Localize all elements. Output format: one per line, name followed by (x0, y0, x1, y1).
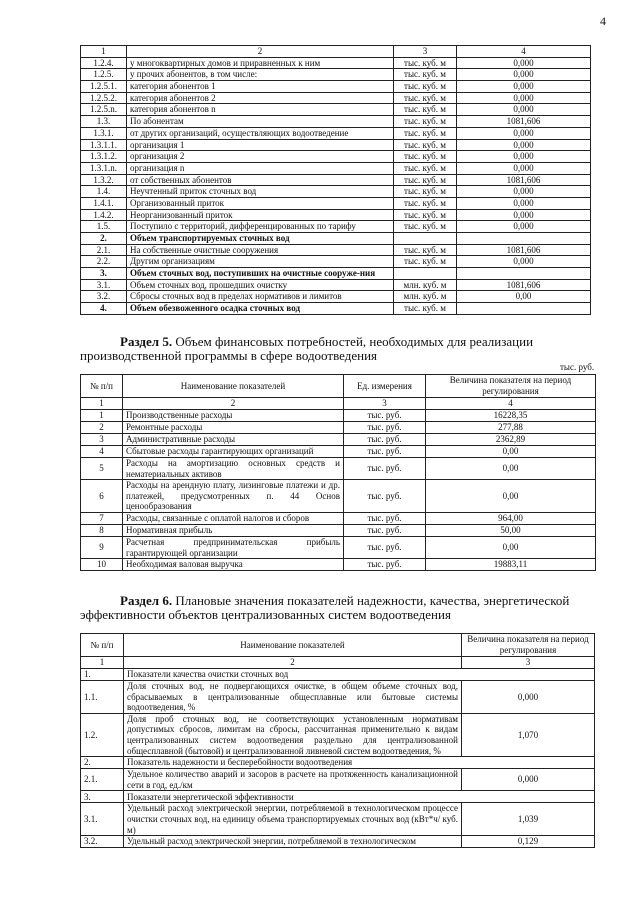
row-value: 16228,35 (426, 410, 596, 422)
group-row (81, 669, 595, 681)
row-number: 9 (81, 536, 123, 558)
row-unit (394, 233, 457, 245)
unit-note: тыс. руб. (560, 362, 595, 372)
header-num: № п/п (81, 634, 124, 657)
row-number: 7 (81, 512, 123, 524)
table-row (81, 197, 591, 209)
table-row (81, 803, 595, 836)
table-row (81, 480, 596, 513)
row-value: 1,070 (462, 713, 595, 756)
group-name: Показатели качества очистки сточных вод (124, 669, 595, 681)
row-unit: тыс. куб. м (394, 69, 457, 81)
header-value: Величина показателя на период регулирования (462, 634, 595, 657)
row-value: 1081,606 (457, 174, 591, 186)
row-number: 3.2. (81, 836, 124, 848)
row-unit: тыс. руб. (344, 446, 426, 458)
row-value: 0,000 (457, 104, 591, 116)
column-number: 3 (394, 46, 457, 58)
row-unit: тыс. куб. м (394, 162, 457, 174)
row-name: у прочих абонентов, в том числе: (127, 69, 394, 81)
row-name: организация 1 (127, 139, 394, 151)
row-name: Другим организациям (127, 256, 394, 268)
row-unit: тыс. руб. (344, 512, 426, 524)
row-value (457, 268, 591, 280)
row-value: 0,000 (457, 197, 591, 209)
header-num: № п/п (81, 375, 123, 398)
table-row (81, 116, 591, 128)
row-name: Расходы, связанные с оплатой налогов и сборов (123, 512, 344, 524)
row-value: 0,00 (426, 480, 596, 513)
row-number: 6 (81, 480, 123, 513)
row-name: Административные расходы (123, 434, 344, 446)
row-name: категория абонентов 1 (127, 81, 394, 93)
row-value: 277,88 (426, 422, 596, 434)
table-row (81, 92, 591, 104)
row-value: 0,000 (462, 769, 595, 791)
row-unit: тыс. куб. м (394, 303, 457, 315)
section5-heading (80, 335, 595, 363)
row-value: 0,000 (457, 92, 591, 104)
row-number: 1.2.5.1. (81, 81, 127, 93)
row-value: 0,000 (457, 209, 591, 221)
section5-title: Объем финансовых потребностей, необходимых для реализации производственной программы в сфере водоотведения (80, 334, 534, 363)
row-name: у многоквартирных домов и приравненных к ним (127, 57, 394, 69)
row-name: Сбытовые расходы гарантирующих организаций (123, 446, 344, 458)
page-number: 4 (600, 14, 606, 28)
column-number: 4 (426, 398, 596, 410)
row-name: На собственные очистные сооружения (127, 244, 394, 256)
row-unit: тыс. куб. м (394, 92, 457, 104)
table-row (81, 233, 591, 245)
row-unit: тыс. куб. м (394, 174, 457, 186)
row-name: Производственные расходы (123, 410, 344, 422)
header-value: Величина показателя на период регулирования (426, 375, 596, 398)
row-value (457, 233, 591, 245)
row-value (457, 303, 591, 315)
row-name: Расходы на амортизацию основных средств и нематериальных активов (123, 458, 344, 480)
row-unit: тыс. руб. (344, 480, 426, 513)
row-number: 2.2. (81, 256, 127, 268)
row-number: 5 (81, 458, 123, 480)
row-number: 1.5. (81, 221, 127, 233)
row-value: 0,000 (457, 57, 591, 69)
table-row (81, 559, 596, 571)
column-number: 2 (127, 46, 394, 58)
row-value: 0,000 (457, 81, 591, 93)
row-number: 1.1. (81, 681, 124, 714)
column-number: 3 (462, 657, 595, 669)
column-number: 3 (344, 398, 426, 410)
row-unit: тыс. куб. м (394, 57, 457, 69)
row-name: категория абонентов n (127, 104, 394, 116)
row-name: организация 2 (127, 151, 394, 163)
table-row (81, 422, 596, 434)
group-name: Показатели энергетической эффективности (124, 791, 595, 803)
row-unit: тыс. куб. м (394, 139, 457, 151)
table-row (81, 69, 591, 81)
row-unit: тыс. куб. м (394, 244, 457, 256)
row-number: 1.3.1.2. (81, 151, 127, 163)
row-unit: тыс. руб. (344, 434, 426, 446)
row-number: 2. (81, 757, 124, 769)
row-unit: тыс. куб. м (394, 151, 457, 163)
row-value: 0,000 (457, 151, 591, 163)
row-name: Доля сточных вод, не подвергающихся очистке, в общем объеме сточных вод, сбрасываемых в централизованные общесплавные или бытовые системы водоотведения, % (124, 681, 462, 714)
row-unit: тыс. куб. м (394, 104, 457, 116)
table-row (81, 151, 591, 163)
group-row (81, 791, 595, 803)
row-unit: тыс. руб. (344, 458, 426, 480)
table-row (81, 162, 591, 174)
row-name: Ремонтные расходы (123, 422, 344, 434)
table-row (81, 256, 591, 268)
header-unit: Ед. измерения (344, 375, 426, 398)
row-number: 3.1. (81, 803, 124, 836)
table-row (81, 524, 596, 536)
group-name: Показатель надежности и бесперебойности водоотведения (124, 757, 595, 769)
row-name: Расчетная предпринимательская прибыль гарантирующей организации (123, 536, 344, 558)
table-row (81, 512, 596, 524)
row-value: 1081,606 (457, 116, 591, 128)
row-name: Неорганизованный приток (127, 209, 394, 221)
column-number-row (81, 46, 591, 58)
row-number: 8 (81, 524, 123, 536)
row-unit: тыс. куб. м (394, 221, 457, 233)
column-number: 4 (457, 46, 591, 58)
row-number: 3 (81, 434, 123, 446)
column-number: 1 (81, 657, 124, 669)
table-row (81, 303, 591, 315)
row-number: 4 (81, 446, 123, 458)
row-unit: тыс. куб. м (394, 116, 457, 128)
row-unit: млн. куб. м (394, 291, 457, 303)
row-unit: тыс. руб. (344, 559, 426, 571)
row-unit: тыс. куб. м (394, 127, 457, 139)
row-name: Поступило с территорий, дифференцированных по тарифу (127, 221, 394, 233)
wastewater-volume-table (80, 45, 591, 315)
row-value: 0,000 (457, 162, 591, 174)
row-value: 19883,11 (426, 559, 596, 571)
row-number: 2.1. (81, 769, 124, 791)
table-row (81, 268, 591, 280)
row-value: 50,00 (426, 524, 596, 536)
row-name: Объем сточных вод, прошедших очистку (127, 279, 394, 291)
row-value: 0,000 (457, 256, 591, 268)
table-row (81, 81, 591, 93)
table-row (81, 410, 596, 422)
header-name: Наименование показателей (124, 634, 462, 657)
row-value: 0,000 (462, 681, 595, 714)
row-value: 0,00 (426, 446, 596, 458)
row-name: Объем транспортируемых сточных вод (127, 233, 394, 245)
table-row (81, 221, 591, 233)
section6-label: Раздел 6. (120, 593, 173, 608)
row-unit: млн. куб. м (394, 279, 457, 291)
row-number: 2 (81, 422, 123, 434)
table-row (81, 57, 591, 69)
row-value: 2362,89 (426, 434, 596, 446)
table-row (81, 769, 595, 791)
row-name: Объем обезвоженного осадка сточных вод (127, 303, 394, 315)
row-number: 3.1. (81, 279, 127, 291)
group-row (81, 757, 595, 769)
column-number-row (81, 398, 596, 410)
row-value: 0,129 (462, 836, 595, 848)
row-value: 0,000 (457, 139, 591, 151)
row-number: 1.3. (81, 116, 127, 128)
row-unit: тыс. куб. м (394, 197, 457, 209)
row-name: Нормативная прибыль (123, 524, 344, 536)
row-name: Сбросы сточных вод в пределах нормативов и лимитов (127, 291, 394, 303)
row-name: Удельный расход электрической энергии, потребляемой в технологическом процессе очистки сточных вод, на единицу объема транспортируемых сточных вод (кВт*ч/ куб. м) (124, 803, 462, 836)
row-number: 2. (81, 233, 127, 245)
row-value: 0,000 (457, 221, 591, 233)
row-name: от собственных абонентов (127, 174, 394, 186)
row-value: 1081,606 (457, 244, 591, 256)
table-row (81, 139, 591, 151)
column-number: 1 (81, 46, 127, 58)
row-value: 0,00 (457, 291, 591, 303)
table-row (81, 536, 596, 558)
row-number: 1.2.5.n. (81, 104, 127, 116)
column-number: 2 (123, 398, 344, 410)
header-name: Наименование показателей (123, 375, 344, 398)
row-unit: тыс. руб. (344, 422, 426, 434)
column-number: 1 (81, 398, 123, 410)
row-value: 1,039 (462, 803, 595, 836)
row-number: 1. (81, 669, 124, 681)
table-row (81, 127, 591, 139)
row-value: 0,00 (426, 458, 596, 480)
row-name: По абонентам (127, 116, 394, 128)
header-row (81, 375, 596, 398)
table-row (81, 836, 595, 848)
column-number: 2 (124, 657, 462, 669)
section5-label: Раздел 5. (120, 334, 173, 349)
row-unit: тыс. куб. м (394, 81, 457, 93)
row-number: 1.4.2. (81, 209, 127, 221)
table-row (81, 104, 591, 116)
row-number: 3.2. (81, 291, 127, 303)
row-unit: тыс. руб. (344, 536, 426, 558)
table-row (81, 713, 595, 756)
row-unit (394, 268, 457, 280)
row-name: Доля проб сточных вод, не соответствующих установленным нормативам допустимых сбросов, лимитам на сбросы, рассчитанная применительно к видам централизованных систем водоотведения раздельно для централизованной общесплавной (бытовой) и централизованной ливневой систем водоотведения, % (124, 713, 462, 756)
row-name: Удельный расход электрической энергии, потребляемой в технологическом (124, 836, 462, 848)
table-row (81, 209, 591, 221)
table-row (81, 279, 591, 291)
row-unit: тыс. куб. м (394, 186, 457, 198)
row-number: 1.2. (81, 713, 124, 756)
row-number: 1.4. (81, 186, 127, 198)
row-number: 1.2.5. (81, 69, 127, 81)
table-row (81, 681, 595, 714)
row-unit: тыс. куб. м (394, 209, 457, 221)
row-number: 10 (81, 559, 123, 571)
row-name: Расходы на арендную плату, лизинговые платежи и др. платежей, предусмотренных п. 44 Основ ценообразования (123, 480, 344, 513)
row-number: 2.1. (81, 244, 127, 256)
row-number: 3. (81, 268, 127, 280)
row-number: 1 (81, 410, 123, 422)
row-number: 1.3.2. (81, 174, 127, 186)
row-value: 0,00 (426, 536, 596, 558)
row-number: 1.4.1. (81, 197, 127, 209)
row-number: 1.2.5.2. (81, 92, 127, 104)
table-row (81, 458, 596, 480)
row-name: категория абонентов 2 (127, 92, 394, 104)
section6-title: Плановые значения показателей надежности, качества, энергетической эффективности объектов централизованных систем водоотведения (80, 593, 570, 622)
column-number-row (81, 657, 595, 669)
table-row (81, 186, 591, 198)
table-row (81, 434, 596, 446)
row-name: Неучтенный приток сточных вод (127, 186, 394, 198)
row-number: 4. (81, 303, 127, 315)
row-value: 0,000 (457, 69, 591, 81)
table-row (81, 446, 596, 458)
row-value: 1081,606 (457, 279, 591, 291)
row-value: 0,000 (457, 186, 591, 198)
row-number: 1.3.1.1. (81, 139, 127, 151)
row-name: Организованный приток (127, 197, 394, 209)
row-unit: тыс. руб. (344, 410, 426, 422)
section6-heading (80, 594, 595, 622)
table-row (81, 291, 591, 303)
row-unit: тыс. руб. (344, 524, 426, 536)
row-value: 964,00 (426, 512, 596, 524)
table-row (81, 174, 591, 186)
row-number: 3. (81, 791, 124, 803)
header-row (81, 634, 595, 657)
row-number: 1.3.1. (81, 127, 127, 139)
row-number: 1.3.1.n. (81, 162, 127, 174)
financial-needs-table (80, 374, 596, 571)
row-value: 0,000 (457, 127, 591, 139)
row-unit: тыс. куб. м (394, 256, 457, 268)
reliability-indicators-table (80, 633, 595, 848)
table-row (81, 244, 591, 256)
row-name: организация n (127, 162, 394, 174)
row-name: Удельное количество аварий и засоров в расчете на протяженность канализационной сети в год, ед./км (124, 769, 462, 791)
row-name: от других организаций, осуществляющих водоотведение (127, 127, 394, 139)
row-name: Объем сточных вод, поступивших на очистные сооруже-ния (127, 268, 394, 280)
row-number: 1.2.4. (81, 57, 127, 69)
row-name: Необходимая валовая выручка (123, 559, 344, 571)
